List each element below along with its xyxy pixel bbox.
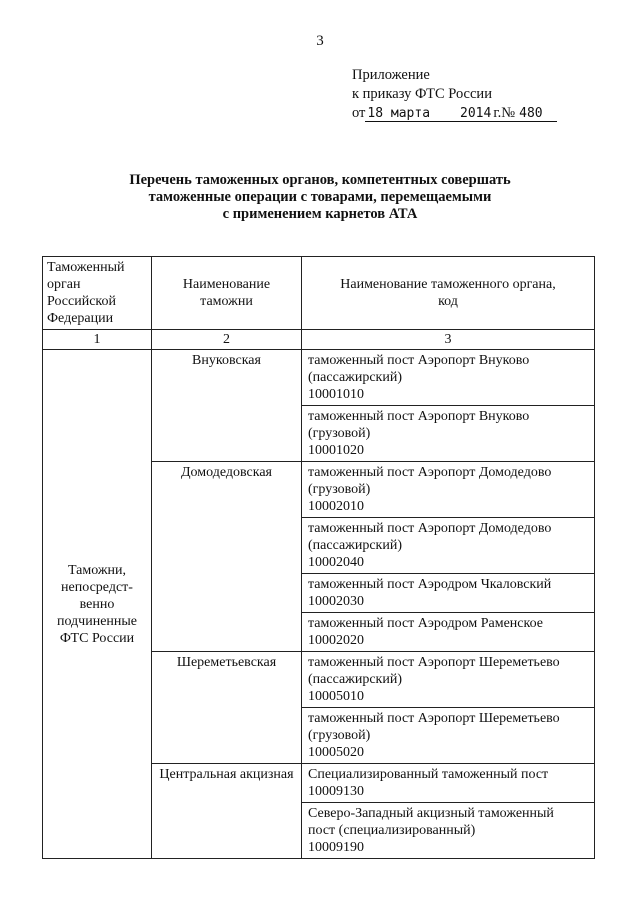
header-col-post: Наименование таможенного органа, код: [302, 257, 595, 330]
annex-year-suffix: г.: [493, 105, 502, 121]
column-number: 1: [43, 330, 152, 350]
post-cell: таможенный пост Аэродром Раменское 10002020: [302, 613, 595, 652]
post-cell: таможенный пост Аэропорт Домодедово (грузовой) 10002010: [302, 462, 595, 518]
column-number: 2: [152, 330, 302, 350]
post-cell: таможенный пост Аэропорт Внуково (пассажирский) 10001010: [302, 350, 595, 406]
column-number: 3: [302, 330, 595, 350]
post-cell: Северо-Западный акцизный таможенный пост (специализированный) 10009190: [302, 803, 595, 859]
customs-name-cell: Шереметьевская: [152, 652, 302, 764]
post-code: 10002030: [308, 594, 364, 609]
annex-year-handwritten: 2014: [456, 106, 493, 122]
document-title: [0, 172, 640, 223]
post-code: 10002020: [308, 633, 364, 648]
post-code: 10009190: [308, 840, 364, 855]
customs-table: [42, 256, 595, 859]
post-cell: таможенный пост Аэропорт Шереметьево (пассажирский) 10005010: [302, 652, 595, 708]
table-number-row: [43, 330, 595, 350]
header-col-organ: Таможенный орган Российской Федерации: [43, 257, 152, 330]
organ-cell: Таможни, непосредст- венно подчиненные ФТС России: [43, 350, 152, 859]
annex-date-line: [352, 104, 557, 123]
post-code: 10001020: [308, 443, 364, 458]
customs-name-cell: Внуковская: [152, 350, 302, 462]
title-line-1: Перечень таможенных органов, компетентных совершать: [129, 172, 511, 188]
post-code: 10001010: [308, 387, 364, 402]
annex-number-prefix: №: [501, 105, 516, 121]
post-cell: Специализированный таможенный пост 10009130: [302, 764, 595, 803]
page-number: 3: [316, 33, 324, 49]
annex-number-handwritten: 480: [515, 106, 556, 122]
post-cell: таможенный пост Аэропорт Домодедово (пассажирский) 10002040: [302, 518, 595, 574]
annex-block: [352, 66, 557, 123]
post-cell: таможенный пост Аэропорт Внуково (грузовой) 10001020: [302, 406, 595, 462]
post-code: 10002010: [308, 499, 364, 514]
annex-line-1: Приложение: [352, 67, 430, 83]
title-line-2: таможенные операции с товарами, перемещаемыми: [148, 189, 492, 205]
header-col-customs: Наименование таможни: [152, 257, 302, 330]
table-header-row: [43, 257, 595, 330]
post-code: 10002040: [308, 555, 364, 570]
customs-name-cell: Центральная акцизная: [152, 764, 302, 859]
customs-name-cell: Домодедовская: [152, 462, 302, 652]
post-cell: таможенный пост Аэропорт Шереметьево (грузовой) 10005020: [302, 708, 595, 764]
post-code: 10005010: [308, 689, 364, 704]
annex-date-prefix: от: [352, 105, 366, 121]
post-code: 10009130: [308, 784, 364, 799]
annex-date-handwritten: 18 марта: [365, 106, 456, 122]
title-line-3: с применением карнетов АТА: [222, 206, 418, 222]
table-row: [43, 350, 595, 406]
annex-line-2: к приказу ФТС России: [352, 86, 492, 102]
post-cell: таможенный пост Аэродром Чкаловский 10002030: [302, 574, 595, 613]
post-code: 10005020: [308, 745, 364, 760]
